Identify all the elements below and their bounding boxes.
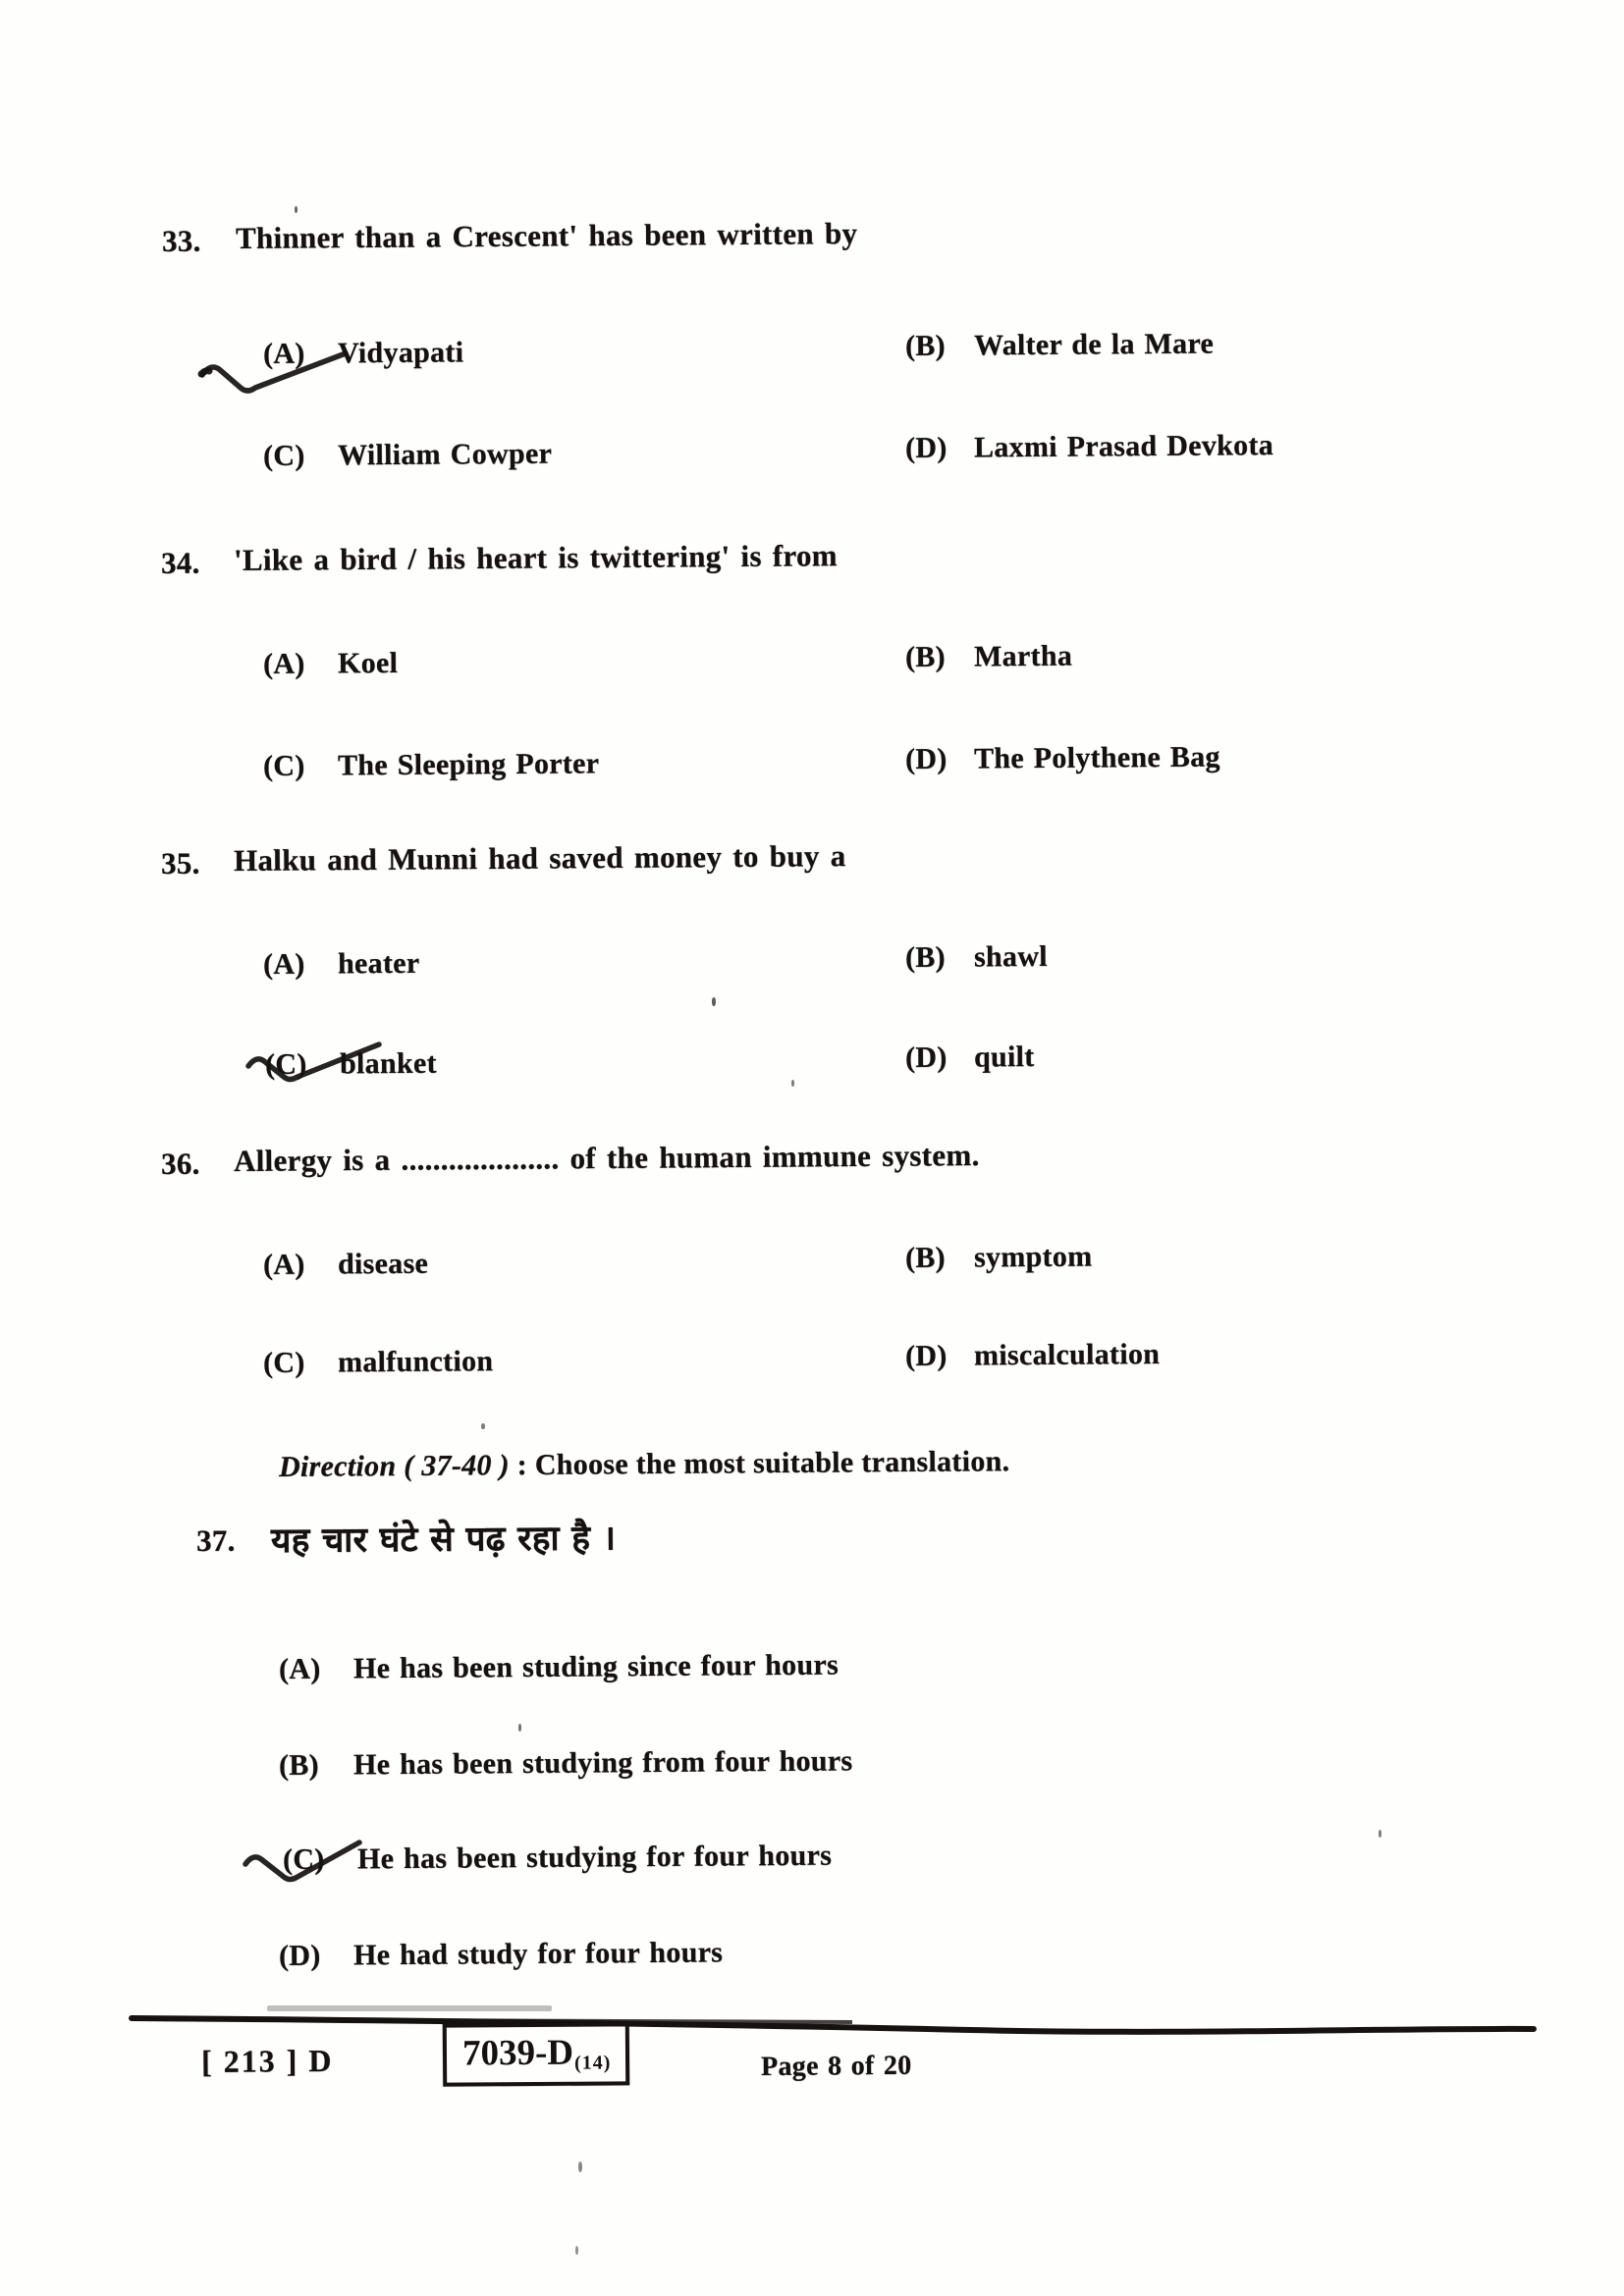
question-33-number: 33. — [161, 223, 201, 258]
option-label: (D) — [904, 1041, 947, 1074]
option-label: (B) — [904, 329, 947, 362]
option-text: blanket — [339, 1046, 437, 1081]
question-37-text: यह चार घंटे से पढ़ रहा है । — [270, 1519, 617, 1561]
option-text: He has been studying from four hours — [352, 1744, 853, 1782]
question-34-option-b — [905, 640, 1072, 674]
question-34-number: 34. — [160, 545, 200, 580]
option-label: (C) — [264, 1047, 307, 1081]
question-33-text: Thinner than a Crescent' has been written by — [235, 216, 858, 255]
direction-text: : Choose the most suitable translation. — [516, 1445, 1010, 1482]
question-37-number: 37. — [195, 1522, 236, 1558]
option-label: (A) — [262, 1248, 305, 1281]
option-label: (A) — [262, 337, 305, 370]
question-34-option-a — [263, 647, 398, 681]
option-label: (A) — [262, 647, 305, 680]
question-37-option-b — [279, 1744, 853, 1783]
option-label: (C) — [282, 1842, 325, 1876]
question-36-option-d — [905, 1338, 1160, 1373]
option-label: (C) — [262, 1346, 305, 1379]
option-text: Koel — [337, 646, 399, 680]
footer-booklet-code: 7039-D — [461, 2032, 574, 2074]
option-text: Vidyapati — [337, 336, 464, 370]
question-36-option-c — [263, 1345, 494, 1380]
question-33-option-b — [905, 328, 1214, 363]
option-text: shawl — [973, 939, 1048, 974]
question-33-option-c — [263, 438, 552, 473]
option-label: (B) — [904, 1241, 947, 1274]
option-label: (D) — [278, 1939, 321, 1972]
option-label: (D) — [904, 431, 947, 464]
option-text: miscalculation — [973, 1337, 1161, 1372]
scan-speck — [712, 997, 716, 1006]
scan-speck — [578, 2162, 582, 2172]
footer-booklet-code-box — [443, 2022, 630, 2086]
option-text: William Cowper — [337, 437, 553, 472]
scan-speck — [575, 2246, 578, 2255]
direction-range: ( 37-40 ) — [404, 1449, 510, 1483]
question-36-number: 36. — [160, 1146, 200, 1181]
option-text: Laxmi Prasad Devkota — [973, 429, 1274, 464]
question-34-text: 'Like a bird / his heart is twittering' is from — [233, 538, 838, 577]
question-34-option-c — [263, 747, 600, 783]
option-label: (D) — [904, 1339, 947, 1372]
question-36-option-b — [905, 1241, 1093, 1275]
option-label: (A) — [278, 1652, 321, 1685]
question-33-option-d — [905, 429, 1273, 465]
option-label: (A) — [262, 947, 305, 981]
option-text: quilt — [973, 1040, 1035, 1074]
option-label: (B) — [904, 640, 947, 673]
question-37-option-a — [279, 1649, 839, 1686]
question-35-number: 35. — [160, 845, 200, 881]
option-text: The Sleeping Porter — [337, 747, 600, 782]
option-label: (D) — [904, 742, 947, 775]
option-label: (B) — [278, 1748, 320, 1782]
option-text: Martha — [973, 639, 1073, 673]
question-35-option-a — [263, 947, 420, 982]
question-37-option-c — [283, 1840, 832, 1877]
question-35-option-b — [905, 940, 1048, 975]
footer-page-indicator: Page 8 of 20 — [760, 2050, 912, 2082]
question-33-option-a — [263, 336, 464, 371]
scan-speck — [1379, 1830, 1381, 1838]
footer-paper-code: [ 213 ] D — [200, 2042, 334, 2079]
option-text: He had study for four hours — [352, 1936, 724, 1972]
scan-speck — [518, 1724, 521, 1732]
option-text: malfunction — [337, 1345, 494, 1379]
option-text: He has been studying for four hours — [356, 1839, 833, 1876]
question-35-option-d — [905, 1041, 1035, 1075]
option-text: heater — [337, 946, 420, 981]
option-text: disease — [337, 1247, 429, 1281]
scan-speck — [481, 1423, 485, 1429]
question-34-option-d — [905, 740, 1220, 776]
scan-speck — [791, 1080, 794, 1087]
option-label: (C) — [262, 439, 305, 472]
question-36-text: Allergy is a .................... of the human immune system. — [233, 1138, 980, 1178]
question-36-option-a — [263, 1248, 428, 1282]
question-35-option-c — [265, 1047, 437, 1082]
option-text: The Polythene Bag — [973, 740, 1220, 775]
footer-rule — [126, 2006, 1540, 2040]
direction-line — [279, 1445, 1010, 1484]
question-35-text: Halku and Munni had saved money to buy a — [233, 838, 846, 878]
option-text: symptom — [973, 1240, 1093, 1274]
scan-speck — [295, 206, 298, 213]
option-text: Walter de la Mare — [973, 327, 1215, 362]
question-37-option-d — [279, 1936, 723, 1973]
option-label: (B) — [904, 940, 947, 974]
direction-label: Direction — [278, 1450, 397, 1483]
footer-booklet-code-sub: (14) — [574, 2052, 612, 2074]
option-label: (C) — [262, 749, 305, 782]
option-text: He has been studing since four hours — [352, 1648, 839, 1685]
